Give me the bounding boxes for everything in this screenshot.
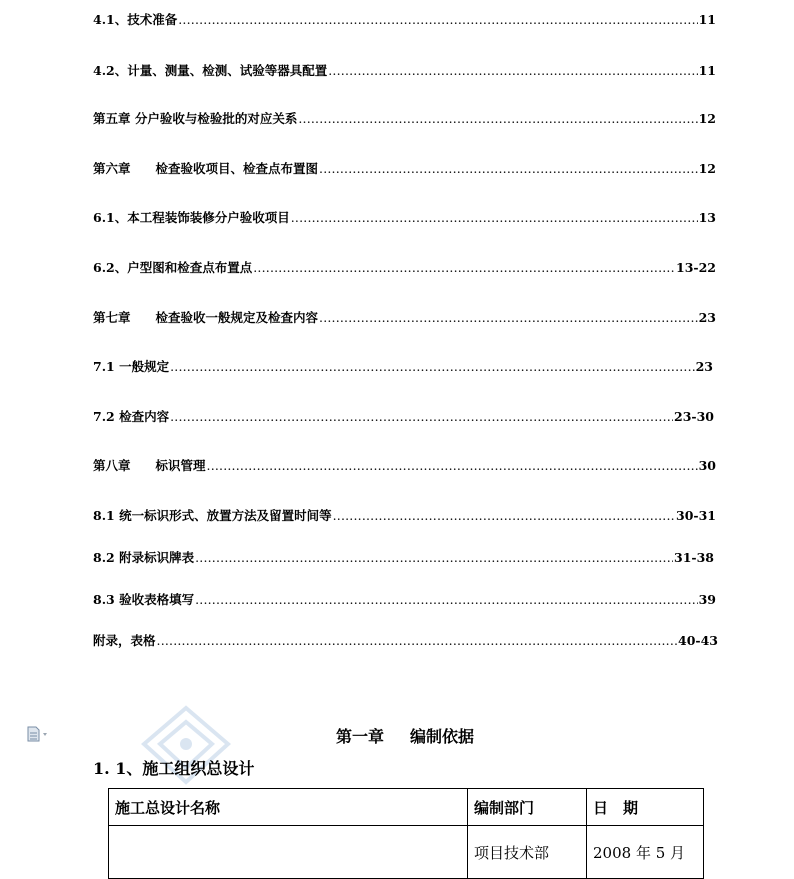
toc-leader — [157, 633, 678, 648]
toc-label: 8.2 附录标识牌表 — [93, 550, 195, 565]
toc-page: 12 — [698, 111, 716, 126]
table-header-cell: 施工总设计名称 — [109, 789, 468, 826]
toc-leader — [195, 592, 697, 607]
table-cell: 项目技术部 — [468, 826, 587, 879]
toc-entry[interactable] — [93, 548, 714, 566]
toc-page: 30 — [698, 458, 716, 473]
design-info-table — [108, 788, 704, 879]
toc-entry[interactable] — [93, 109, 716, 127]
table-header-cell: 日 期 — [587, 789, 704, 826]
chapter-heading — [336, 724, 474, 747]
toc-leader — [207, 458, 698, 473]
section-heading: 1. 1、施工组织总设计 — [93, 759, 255, 778]
toc-leader — [298, 111, 697, 126]
toc-entry[interactable] — [93, 506, 716, 524]
toc-label: 第七章 检查验收一般规定及检查内容 — [93, 310, 319, 325]
toc-leader — [333, 508, 675, 523]
toc-leader — [195, 550, 673, 565]
toc-label: 附录，表格 — [93, 633, 156, 648]
toc-leader — [253, 260, 675, 275]
toc-label: 6.2、户型图和检查点布置点 — [93, 260, 253, 275]
toc-leader — [319, 161, 698, 176]
toc-entry[interactable] — [93, 208, 716, 226]
toc-entry[interactable] — [93, 10, 716, 28]
toc-entry[interactable] — [93, 590, 716, 608]
toc-page: 23 — [698, 310, 716, 325]
toc-entry[interactable] — [93, 456, 716, 474]
toc-page: 12 — [698, 161, 716, 176]
toc-label: 第八章 标识管理 — [93, 458, 206, 473]
toc-entry[interactable] — [93, 159, 716, 177]
toc-page: 13 — [698, 210, 716, 225]
toc-label: 4.1、技术准备 — [93, 12, 178, 27]
toc-leader — [170, 359, 694, 374]
chapter-title: 编制依据 — [410, 727, 475, 746]
toc-page: 39 — [698, 592, 716, 607]
toc-page: 30-31 — [676, 508, 716, 523]
toc-label: 第五章 分户验收与检验批的对应关系 — [93, 111, 298, 126]
toc-leader — [319, 310, 698, 325]
toc-entry[interactable] — [93, 357, 713, 375]
toc-entry[interactable] — [93, 308, 716, 326]
toc-page: 40-43 — [678, 633, 718, 648]
document-icon[interactable] — [27, 726, 49, 742]
toc-entry[interactable] — [93, 631, 718, 649]
toc-leader — [170, 409, 673, 424]
chapter-number: 第一章 — [336, 727, 385, 746]
toc-entry[interactable] — [93, 61, 716, 79]
table-header-cell: 编制部门 — [468, 789, 587, 826]
toc-label: 第六章 检查验收项目、检查点布置图 — [93, 161, 319, 176]
toc-label: 7.2 检查内容 — [93, 409, 170, 424]
toc-entry[interactable] — [93, 407, 714, 425]
toc-label: 8.1 统一标识形式、放置方法及留置时间等 — [93, 508, 332, 523]
toc-page: 23 — [695, 359, 713, 374]
toc-leader — [178, 12, 697, 27]
toc-label: 7.1 一般规定 — [93, 359, 170, 374]
toc-entry[interactable] — [93, 258, 716, 276]
toc-leader — [328, 63, 697, 78]
table-cell: 2008 年 5 月 — [587, 826, 704, 879]
toc-label: 8.3 验收表格填写 — [93, 592, 195, 607]
toc-page: 13-22 — [676, 260, 716, 275]
toc-leader — [291, 210, 698, 225]
toc-page: 31-38 — [674, 550, 714, 565]
toc-page: 11 — [698, 63, 716, 78]
toc-page: 23-30 — [674, 409, 714, 424]
toc-label: 4.2、计量、测量、检测、试验等器具配置 — [93, 63, 328, 78]
table-row — [109, 826, 704, 879]
toc-label: 6.1、本工程装饰装修分户验收项目 — [93, 210, 290, 225]
toc-page: 11 — [698, 12, 716, 27]
table-header-row — [109, 789, 704, 826]
table-cell — [109, 826, 468, 879]
